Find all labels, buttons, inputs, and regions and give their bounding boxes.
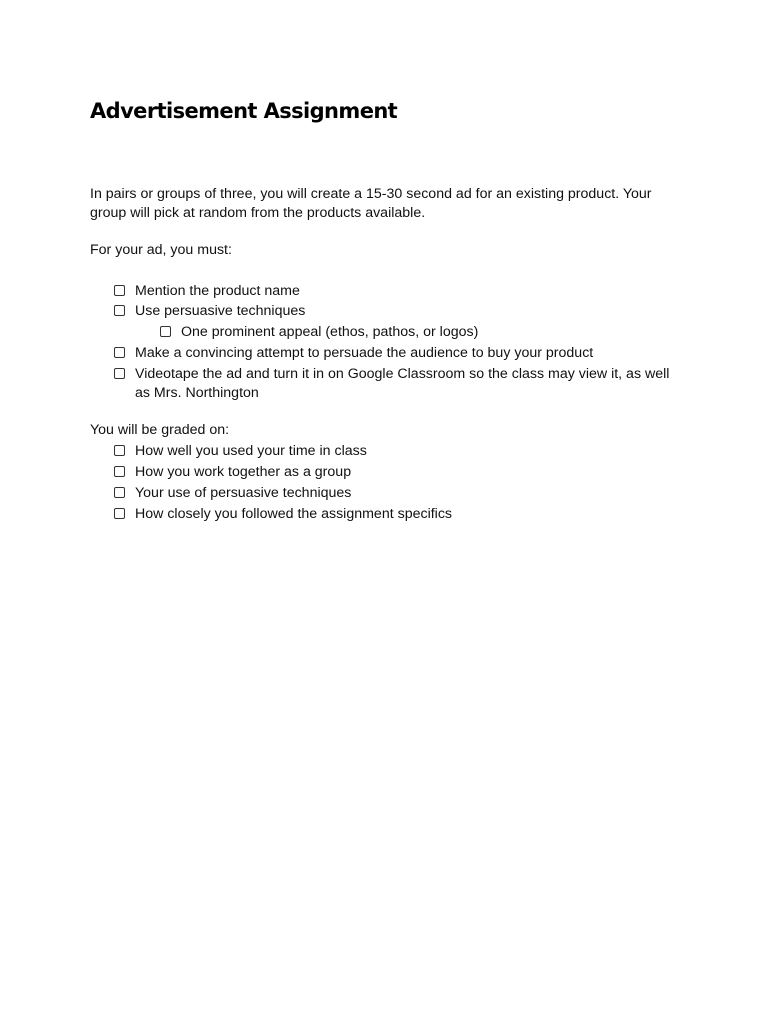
checklist-item-label: How well you used your time in class [135, 443, 367, 459]
checkbox[interactable] [114, 368, 125, 379]
checkbox[interactable] [114, 508, 125, 519]
checklist-item [135, 365, 680, 403]
checklist-item [135, 282, 695, 301]
checkbox[interactable] [114, 445, 125, 456]
checklist-item [135, 302, 695, 321]
intro-paragraph: In pairs or groups of three, you will create a 15-30 second ad for an existing product. Your group will pick at random from the products available. [90, 186, 652, 221]
must-heading: For your ad, you must: [90, 242, 232, 258]
checklist-item [135, 463, 695, 482]
checklist-item [135, 505, 695, 524]
checklist-item-label: Your use of persuasive techniques [135, 485, 352, 501]
checklist-item-label: One prominent appeal (ethos, pathos, or logos) [181, 324, 479, 340]
checklist-item-label: Use persuasive techniques [135, 303, 306, 319]
graded-heading: You will be graded on: [90, 422, 230, 438]
checklist-item [135, 484, 695, 503]
checklist-item-label: Mention the product name [135, 283, 300, 299]
checklist-item-label: How closely you followed the assignment specifics [135, 506, 453, 522]
checkbox[interactable] [114, 285, 125, 296]
checklist-item-label: Videotape the ad and turn it in on Google Classroom so the class may view it, as well as Mrs. Northington [135, 366, 670, 401]
checklist-item [135, 442, 695, 461]
checkbox[interactable] [114, 347, 125, 358]
checkbox[interactable] [114, 305, 125, 316]
page-title: Advertisement Assignment [90, 99, 398, 123]
checklist-item [135, 344, 695, 363]
checklist-item-label: Make a convincing attempt to persuade the audience to buy your product [135, 345, 594, 361]
checklist-item-label: How you work together as a group [135, 464, 352, 480]
checkbox[interactable] [160, 326, 171, 337]
checkbox[interactable] [114, 466, 125, 477]
checkbox[interactable] [114, 487, 125, 498]
checklist-subitem [181, 323, 701, 342]
